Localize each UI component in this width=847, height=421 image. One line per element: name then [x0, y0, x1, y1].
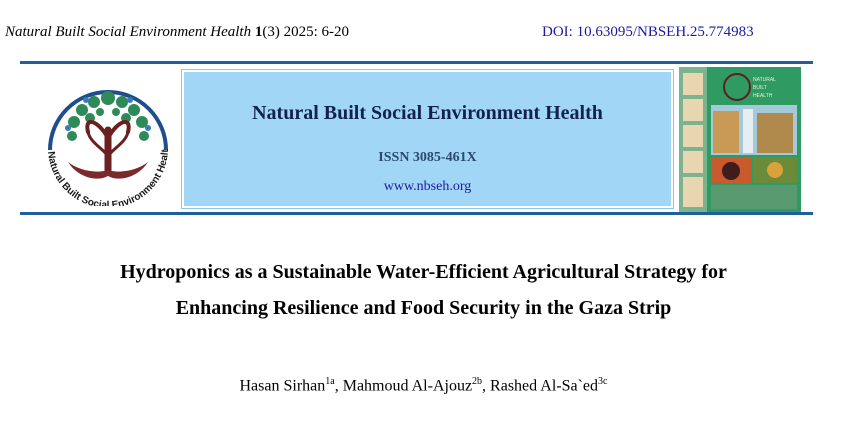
author-affiliation-mark: 3c: [598, 376, 608, 387]
journal-banner: [20, 61, 813, 215]
article-title-line-1: Hydroponics as a Sustainable Water-Efficient Agricultural Strategy for: [120, 261, 727, 283]
journal-website-link[interactable]: www.nbseh.org: [383, 179, 472, 194]
svg-text:HEALTH: HEALTH: [753, 93, 773, 99]
journal-info-panel: [182, 70, 673, 208]
author-name: Rashed Al-Sa`ed: [490, 377, 599, 395]
svg-text:BUILT: BUILT: [753, 85, 767, 91]
issue-pages: (3) 2025: 6-20: [262, 24, 349, 40]
journal-logo: [28, 70, 188, 206]
cover-image-icon: [679, 67, 801, 212]
journal-citation: [5, 24, 349, 41]
author-affiliation-mark: 1a: [325, 376, 335, 387]
journal-name-italic: Natural Built Social Environment Health: [5, 24, 252, 40]
author-list: [0, 376, 847, 395]
cover-title-text: NATURAL: [753, 77, 776, 83]
author-affiliation-mark: 2b: [472, 376, 483, 387]
logo-ring-text: Natural Built Social Environment Healt: [45, 148, 172, 206]
journal-title: Natural Built Social Environment Health: [252, 102, 603, 124]
tree-hands-logo-icon: [28, 70, 188, 206]
issn-number: ISSN 3085-461X: [378, 150, 477, 165]
doi-link[interactable]: DOI: 10.63095/NBSEH.25.774983: [542, 24, 754, 40]
volume-number: 1: [254, 24, 263, 40]
author-name: Mahmoud Al-Ajouz: [342, 377, 473, 395]
author-separator: ,: [482, 377, 491, 395]
author-separator: ,: [334, 377, 343, 395]
journal-cover-thumbnail: [679, 67, 801, 212]
author-name: Hasan Sirhan: [239, 377, 326, 395]
running-header: [5, 24, 807, 44]
article-title-line-2: Enhancing Resilience and Food Security in the Gaza Strip: [175, 297, 672, 319]
